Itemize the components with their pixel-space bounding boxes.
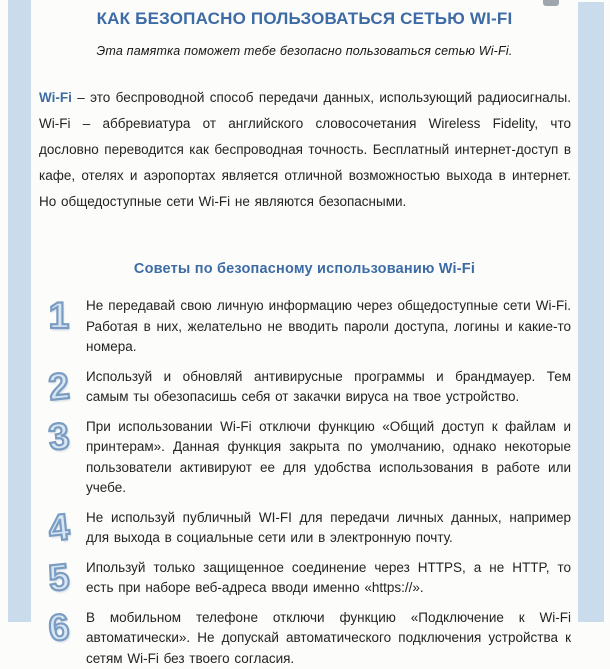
right-blue-band [578,2,604,622]
tip-text: При использовании Wi-Fi отключи функцию «Общий доступ к файлам и принтерам». Данная функция закрыта по умолчанию, однако некоторые пользователи активируют ее для удобства использования в работе или учебе. [86,417,571,499]
intro-paragraph [39,85,571,215]
tip-item [39,296,571,358]
intro-lead-wifi: Wi-Fi [39,90,72,105]
tips-list [31,296,578,669]
intro-text: – это беспроводной способ передачи данных, использующий радиосигналы. Wi-Fi – аббревиатура от английского словосочетания Wireless Fidelity, что дословно переводится как беспроводная точность. Бесплатный интернет-доступ в кафе, отелях и аэропортах является отличной возможностью выхода в интернет. Но общедоступные сети Wi-Fi не являются безопасными. [39,90,571,209]
tips-heading: Советы по безопасному использованию Wi-Fi [31,261,578,277]
tip-item [39,367,571,408]
tip-number: 2 [37,365,81,409]
tip-number: 1 [39,296,79,336]
tip-item [39,508,571,549]
tip-text: Используй и обновляй антивирусные программы и брандмауер. Тем самым ты обезопасишь себя от закачки вируса на твое устройство. [86,367,571,408]
tip-item [39,608,571,669]
tip-text: В мобильном телефоне отключи функцию «Подключение к Wi-Fi автоматически». Не допускай автоматического подключения устройства к сетям Wi-Fi без твоего согласия. [86,608,571,669]
left-blue-band [8,0,31,622]
tip-number: 4 [37,506,81,550]
page-title: КАК БЕЗОПАСНО ПОЛЬЗОВАТЬСЯ СЕТЬЮ WI-FI [31,9,578,29]
tip-text: Не используй публичный WI-FI для передачи личных данных, например для выхода в социальные сети или в электронную почту. [86,508,571,549]
leaflet-page [31,0,578,669]
page-subtitle: Эта памятка поможет тебе безопасно пользоваться сетью Wi-Fi. [31,44,578,58]
tip-number: 6 [37,606,81,650]
tip-number: 5 [37,556,81,600]
tip-number: 3 [37,415,81,459]
tip-item [39,417,571,499]
tip-text: Ипользуй только защищенное соединение через HTTPS, а не HTTP, то есть при наборе веб-адреса вводи именно «https://». [86,558,571,599]
tip-text: Не передавай свою личную информацию через общедоступные сети Wi-Fi. Работая в них, желательно не вводить пароли доступа, логины и какие-то номера. [86,296,571,358]
tip-item [39,558,571,599]
